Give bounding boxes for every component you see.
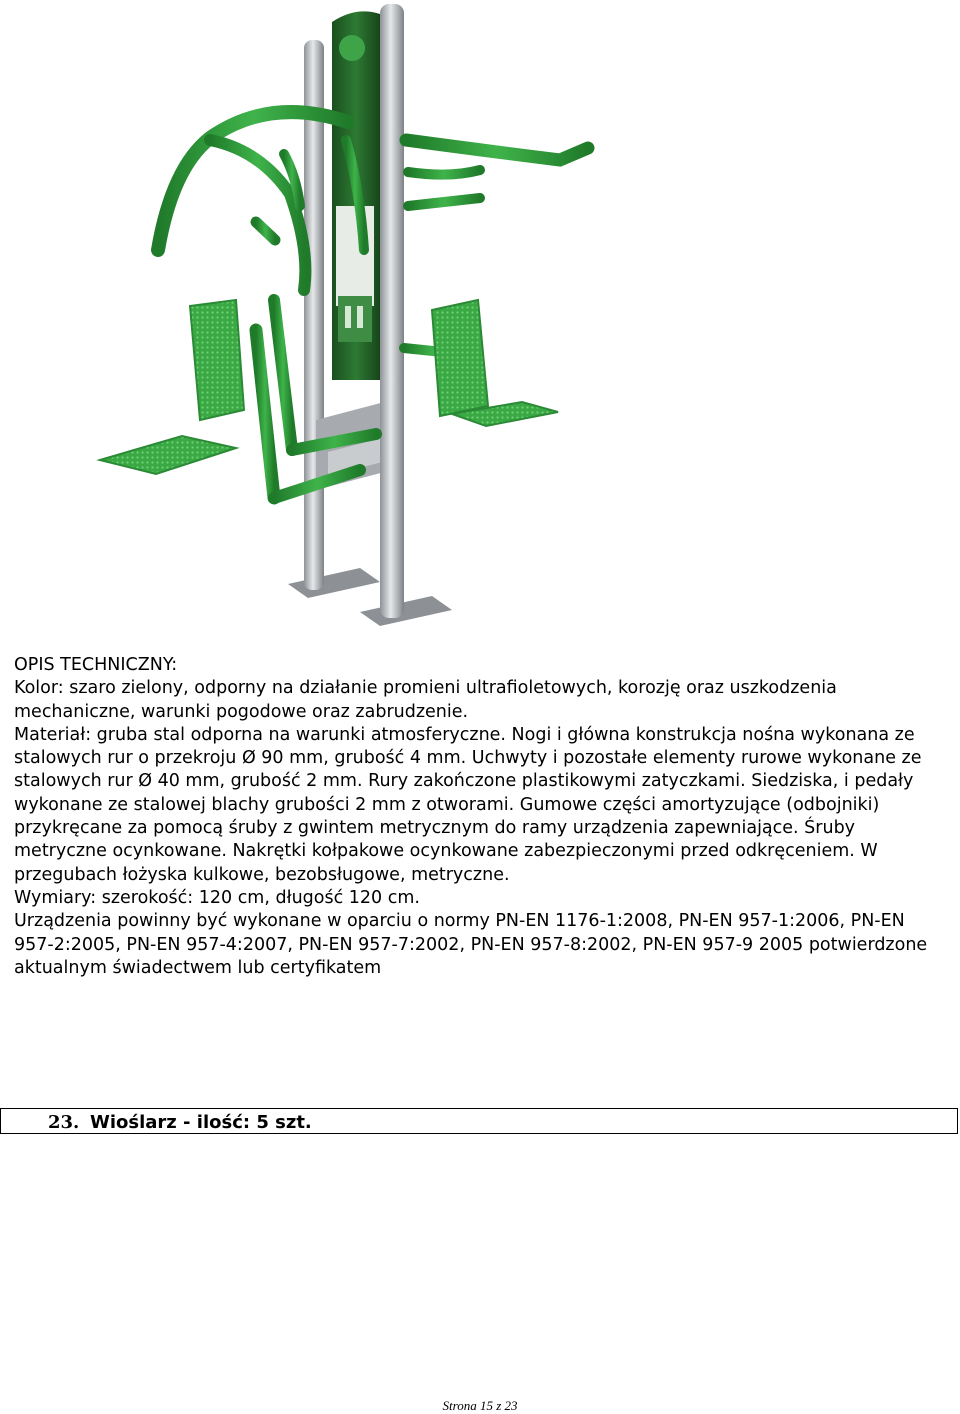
description-color: Kolor: szaro zielony, odporny na działanie promieni ultrafioletowych, korozję oraz uszkodzenia mechaniczne, warunki pogodowe oraz zabrudzenie.: [14, 678, 837, 722]
description-standards: Urządzenia powinny być wykonane w oparciu o normy PN-EN 1176-1:2008, PN-EN 957-1:2006, PN-EN 957-2:2005, PN-EN 957-4:2007, PN-EN 957-7:2002, PN-EN 957-8:2002, PN-EN 957-9 2005 potwierdzone aktualnym świadectwem lub certyfikatem: [14, 911, 928, 978]
description-heading: OPIS TECHNICZNY:: [14, 655, 178, 675]
page-footer: Strona 15 z 23: [442, 1398, 518, 1413]
description-material: Materiał: gruba stal odporna na warunki atmosferyczne. Nogi i główna konstrukcja nośna wykonana ze stalowych rur o przekroju Ø 90 mm, grubość 4 mm. Uchwyty i pozostałe elementy rurowe wykonane ze stalowych rur Ø 40 mm, grubość 2 mm. Rury zakończone plastikowymi zatyczkami. Siedziska, i pedały wykonane ze stalowej blachy grubości 2 mm z otworami. Gumowe części amortyzujące (odbojniki) przykręcane za pomocą śruby z gwintem metrycznym do ramy urządzenia zapewniające. Śruby metryczne ocynkowane. Nakrętki kołpakowe ocynkowane zabezpieczonymi przed odkręceniem. W przegubach łożyska kulkowe, bezobsługowe, metryczne.: [14, 724, 922, 885]
outdoor-gym-equipment-illustration: [60, 0, 620, 640]
right-seat: [432, 300, 558, 426]
technical-description: [14, 654, 949, 980]
description-dimensions: Wymiary: szerokość: 120 cm, długość 120 cm.: [14, 887, 420, 908]
right-arm-frame: [404, 140, 588, 354]
item-number: 23.: [48, 1112, 80, 1133]
rear-steel-post: [304, 40, 324, 590]
front-steel-post: [380, 4, 404, 618]
left-seat: [100, 300, 244, 474]
item-title: Wioślarz - ilość: 5 szt.: [90, 1112, 312, 1133]
